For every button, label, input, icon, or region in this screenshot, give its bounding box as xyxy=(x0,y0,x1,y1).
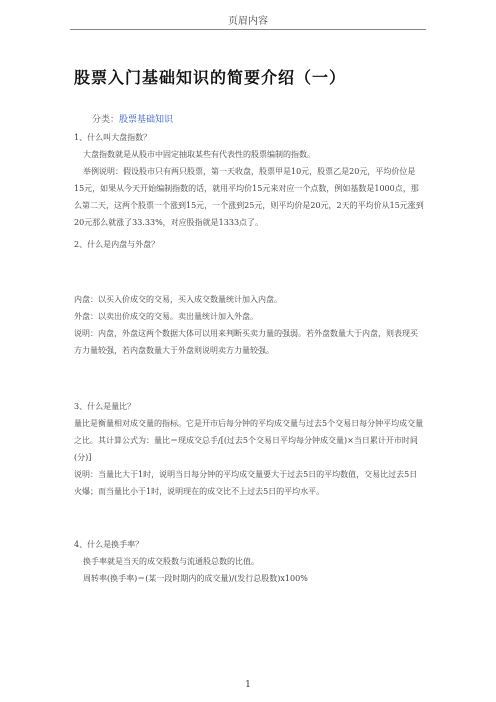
category-label: 分类： xyxy=(92,115,120,125)
article-title: 股票入门基础知识的简要介绍（一） xyxy=(74,68,347,87)
section-4-line-1: 换手率就是当天的成交股数与流通股总数的比值。 xyxy=(83,557,259,566)
page-header: 页眉内容 xyxy=(228,16,268,27)
section-2-line-2: 外盘：以卖出价成交的交易。卖出量统计加入外盘。 xyxy=(74,312,258,321)
page-number: 1 xyxy=(245,680,251,690)
section-1-paragraph-2: 举例说明：假设股市只有两只股票，第一天收盘，股票甲是10元，股票乙是20元，平均价位是15元，如果从今天开始编制指数的话，就用平均价15元来对应一个点数，例如基数是1000点，那么第二天，这两个股票一个涨到15元，一个涨到25元，则平均价是20元，2天的平均价从15元涨到20元那么就涨了33.33%，对应股指就是1333点了。 xyxy=(74,167,424,227)
category-line xyxy=(92,112,173,125)
section-4-line-2: 周转率(换手率)＝(某一段时期内的成交量)/(发行总股数)x100% xyxy=(83,574,308,583)
section-1-heading: 1、什么叫大盘指数？ xyxy=(74,133,152,142)
section-3-paragraph-2: 说明：当量比大于1时，说明当日每分钟的平均成交量要大于过去5日的平均数值，交易比过去5日火爆；而当量比小于1时，说明现在的成交比不上过去5日的平均水平。 xyxy=(74,470,418,496)
section-3-paragraph-1: 量比是衡量相对成交量的指标。它是开市后每分钟的平均成交量与过去5个交易日每分钟平均成交量之比。其计算公式为：量比＝现成交总手/[(过去5个交易日平均每分钟成交量)×当日累计开市时间(分)] xyxy=(74,419,424,462)
section-1-paragraph-1: 大盘指数就是从股市中固定抽取某些有代表性的股票编制的指数。 xyxy=(83,150,315,159)
section-4-heading: 4、什么是换手率？ xyxy=(74,540,144,549)
category-link[interactable]: 股票基础知识 xyxy=(119,115,174,125)
section-2-line-3: 说明：内盘，外盘这两个数据大体可以用来判断买卖力量的强弱。若外盘数量大于内盘，则表现买方力量较强，若内盘数量大于外盘则说明卖方力量较强。 xyxy=(74,329,418,355)
section-2-heading: 2、什么是内盘与外盘？ xyxy=(74,240,160,249)
section-3-heading: 3、什么是量比？ xyxy=(74,402,136,411)
header-divider xyxy=(70,29,426,30)
section-2-line-1: 内盘：以买入价成交的交易，买入成交数量统计加入内盘。 xyxy=(74,295,282,304)
